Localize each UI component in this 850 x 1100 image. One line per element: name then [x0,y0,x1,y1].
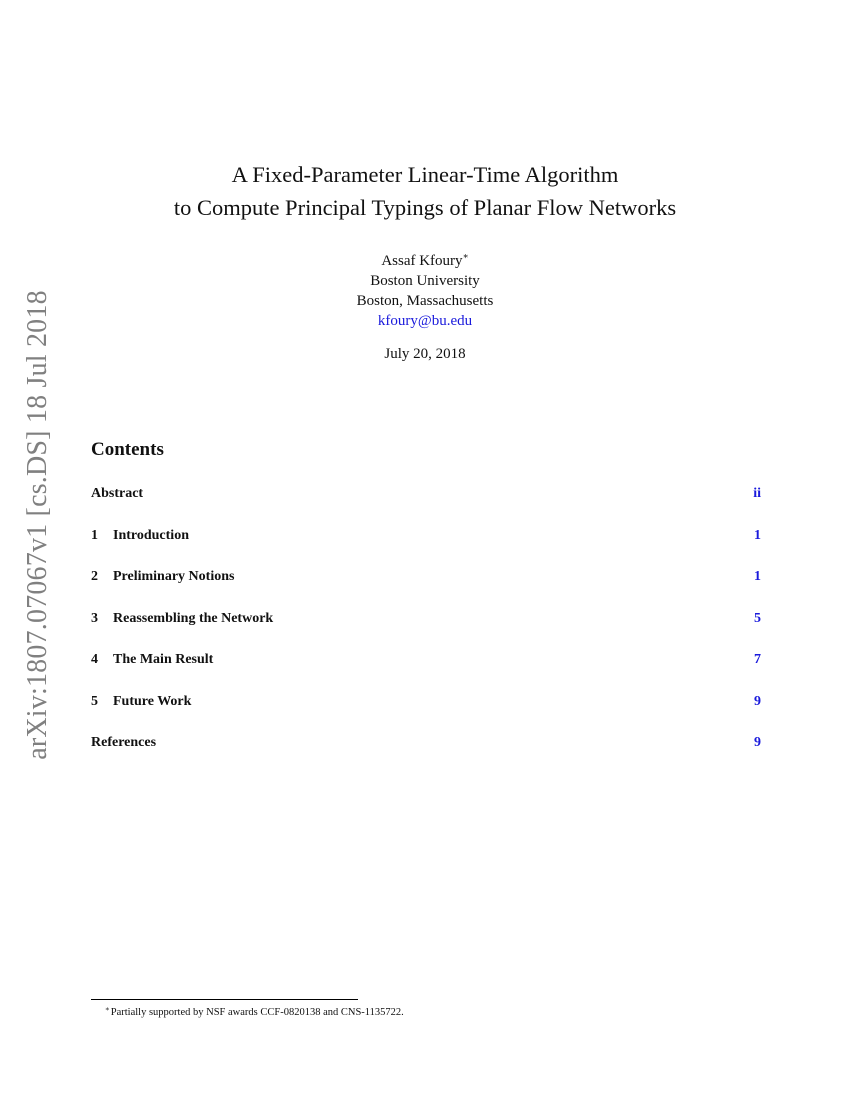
footnote-text: Partially supported by NSF awards CCF-0820138 and CNS-1135722. [110,1007,404,1018]
paper-date: July 20, 2018 [384,346,466,362]
arxiv-identifier-stamp: arXiv:1807.07067v1 [cs.DS] 18 Jul 2018 [22,290,53,760]
toc-page-link[interactable]: 9 [754,693,761,709]
toc-entry-title: Introduction [113,527,189,543]
toc-section-number: 3 [91,610,98,626]
toc-page-link[interactable]: 9 [754,735,761,750]
paper-title-line-2: to Compute Principal Typings of Planar Flow Networks [173,195,677,220]
toc-entry-abstract[interactable] [91,486,761,528]
toc-section-number: 1 [91,527,98,543]
toc-page-link[interactable]: ii [753,486,761,501]
contents-heading: Contents [91,439,164,460]
toc-entry-title: Preliminary Notions [113,569,235,584]
toc-entry-introduction[interactable] [91,528,761,570]
author-footnote-mark[interactable]: ∗ [462,251,469,261]
footnote-divider [91,999,358,1000]
author-block [0,246,850,331]
toc-entry-title: Reassembling the Network [113,610,274,626]
table-of-contents [91,486,761,777]
author-location: Boston, Massachusetts [356,293,494,309]
paper-title-line-1: A Fixed-Parameter Linear-Time Algorithm [231,162,619,187]
toc-entry-future-work[interactable] [91,694,761,736]
toc-entry-title: Future Work [113,693,192,709]
toc-entry-title: Abstract [91,486,144,501]
footnote-mark: ∗ [105,1005,110,1013]
toc-page-link[interactable]: 1 [754,527,761,543]
toc-page-link[interactable]: 1 [754,569,761,584]
author-name-text: Assaf Kfoury [381,253,463,269]
toc-entry-preliminary-notions[interactable] [91,569,761,611]
toc-page-link[interactable]: 7 [754,652,761,667]
toc-page-link[interactable]: 5 [754,610,761,626]
author-name [0,246,850,271]
toc-section-number: 4 [91,652,98,667]
toc-entry-title: References [91,735,157,750]
toc-section-number: 2 [91,569,98,584]
author-email-link[interactable]: kfoury@bu.edu [377,313,473,329]
toc-entry-reassembling-the-network[interactable] [91,611,761,653]
toc-section-number: 5 [91,693,98,709]
toc-entry-the-main-result[interactable] [91,652,761,694]
toc-entry-references[interactable] [91,735,761,777]
toc-entry-title: The Main Result [113,652,214,667]
footnote [105,1005,404,1018]
author-affiliation: Boston University [370,273,480,289]
